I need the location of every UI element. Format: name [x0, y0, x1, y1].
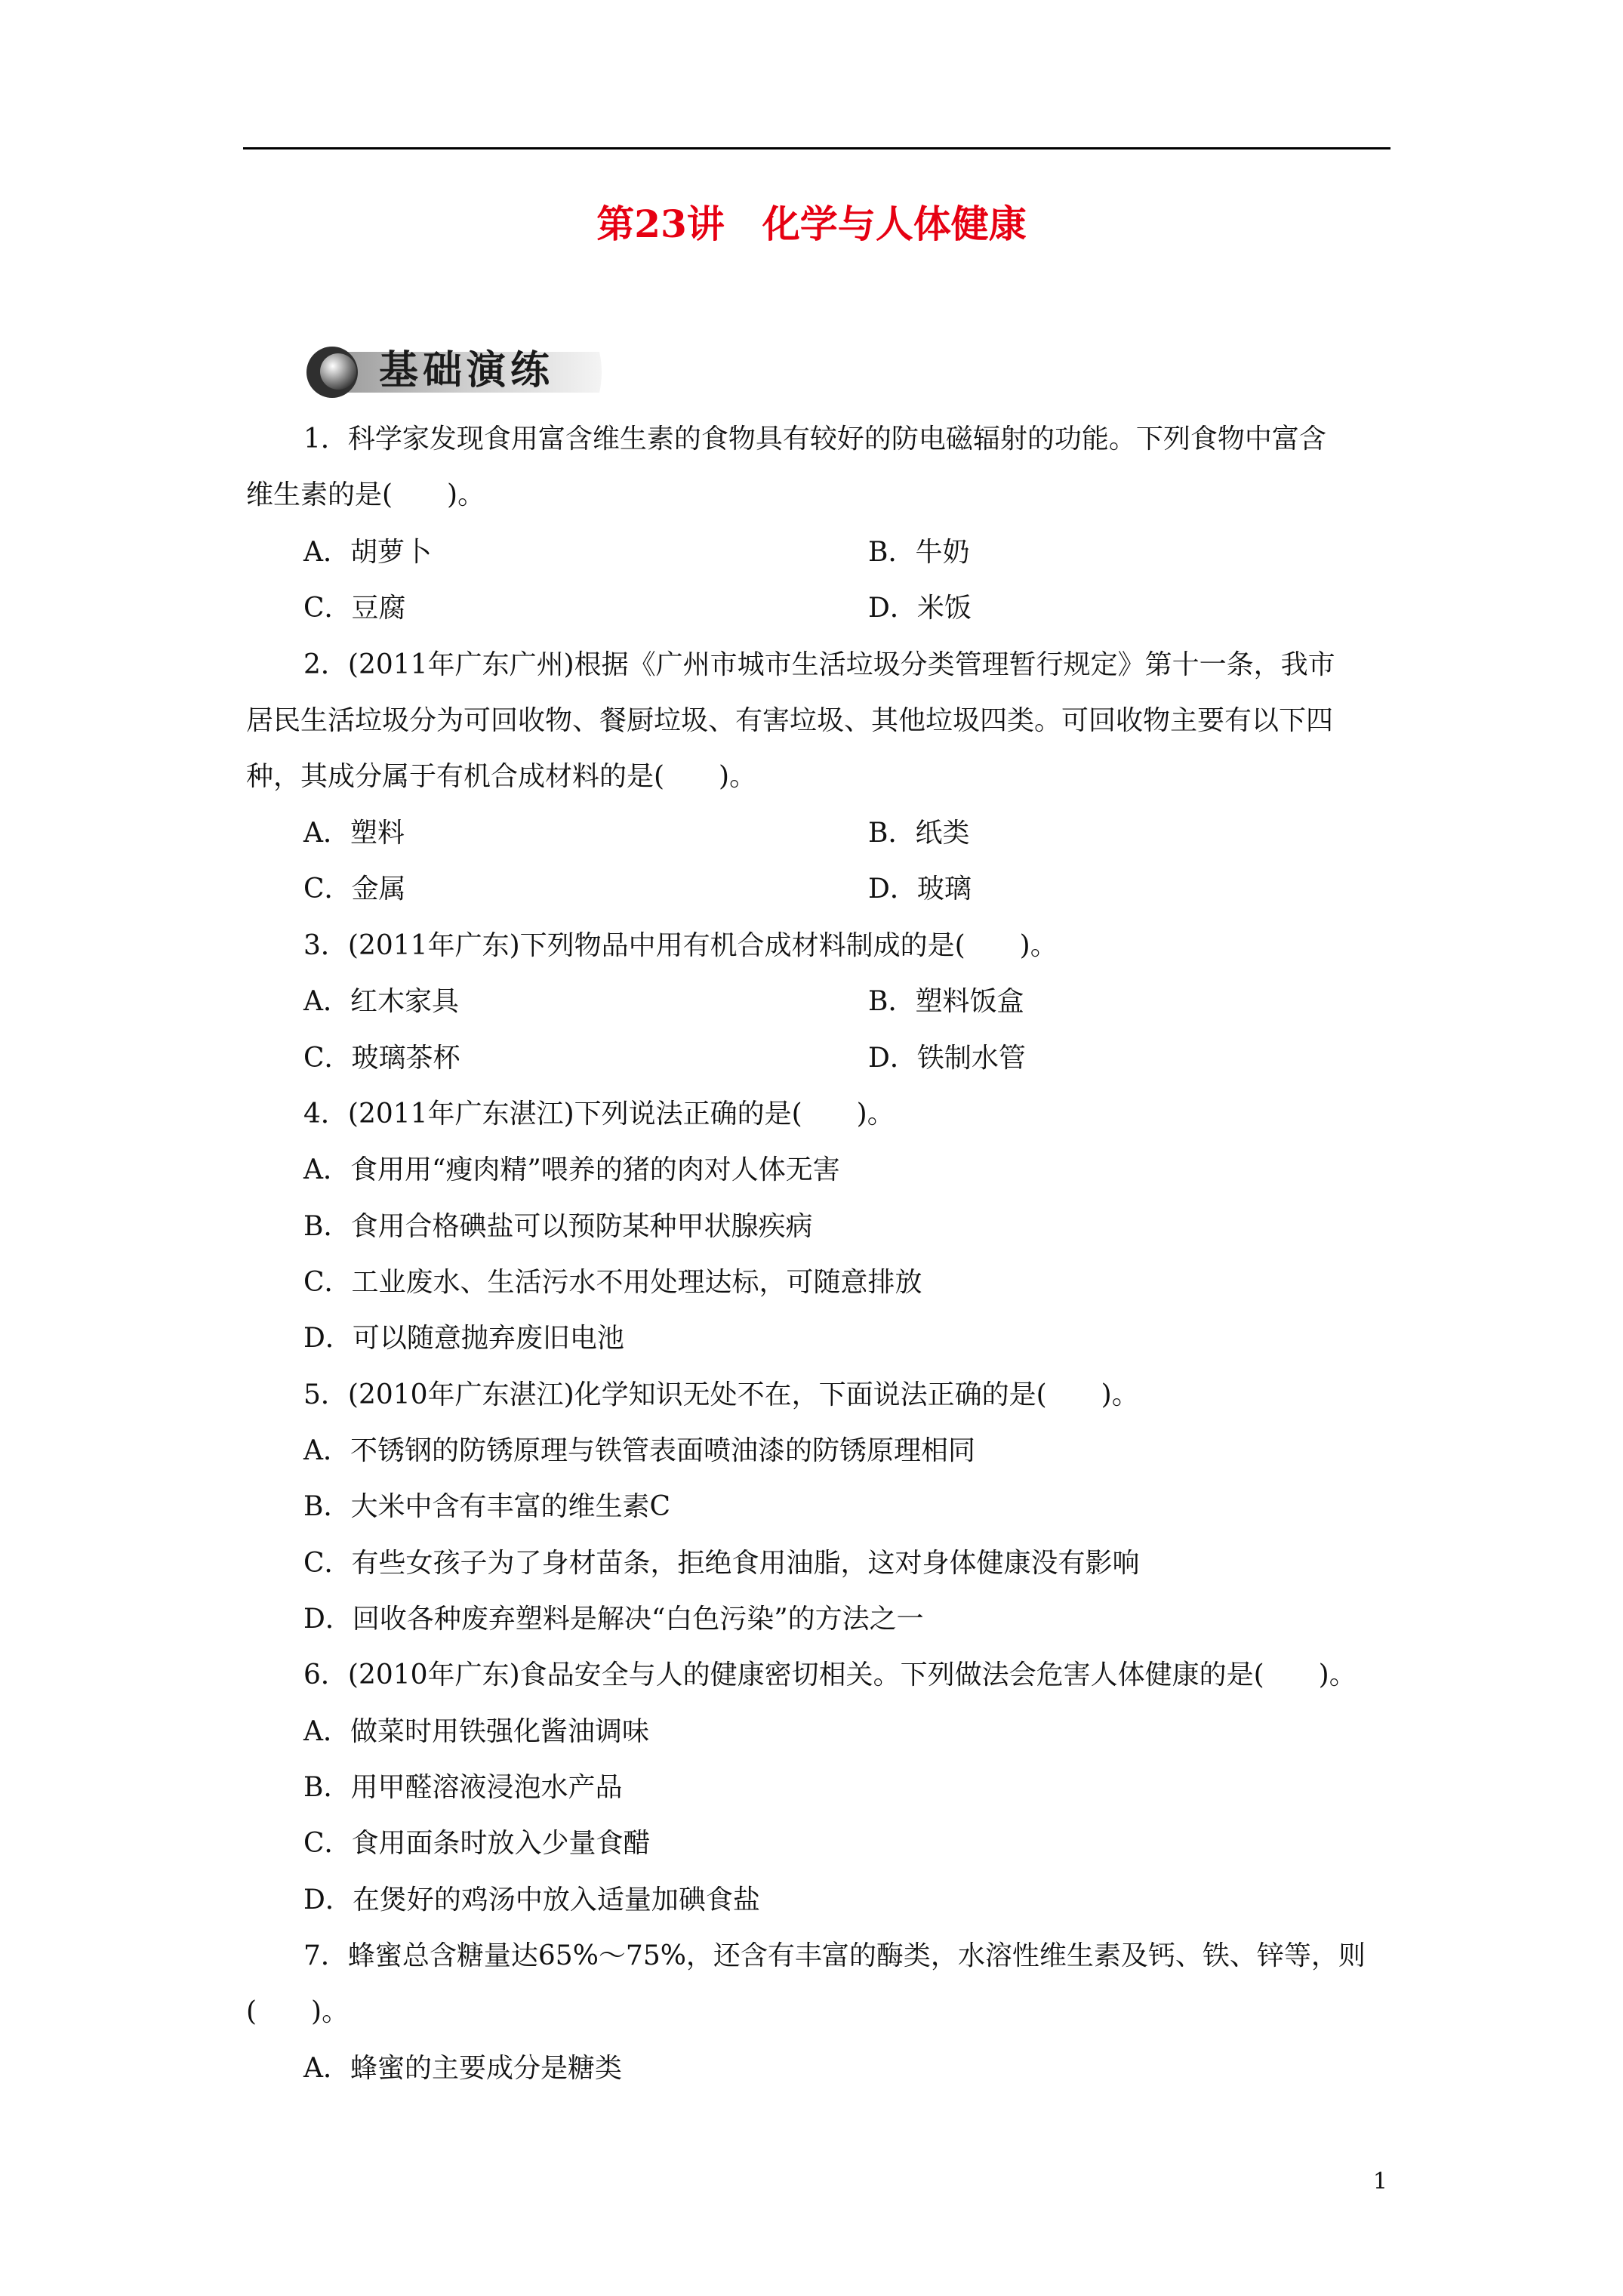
question-2-option-a: A．塑料: [303, 818, 405, 849]
question-3-option-b: B．塑料饭盒: [868, 986, 1024, 1017]
question-2-option-d: D．玻璃: [868, 874, 972, 905]
question-3-stem-line-1: 3．(2011年广东)下列物品中用有机合成材料制成的是( )。: [303, 930, 1058, 961]
question-1-option-b: B．牛奶: [868, 537, 970, 568]
question-1-stem-line-1: 1．科学家发现食用富含维生素的食物具有较好的防电磁辐射的功能。下列食物中富含: [303, 424, 1326, 455]
question-7-stem-line-1: 7．蜂蜜总含糖量达65%～75%，还含有丰富的酶类，水溶性维生素及钙、铁、锌等，则: [303, 1940, 1366, 1971]
question-5-option-d: D．回收各种废弃塑料是解决“白色污染”的方法之一: [303, 1604, 924, 1635]
question-6-option-c: C．食用面条时放入少量食醋: [303, 1828, 651, 1859]
question-2-stem-line-2: 居民生活垃圾分为可回收物、餐厨垃圾、有害垃圾、其他垃圾四类。可回收物主要有以下四: [246, 705, 1334, 736]
question-5-option-b: B．大米中含有丰富的维生素C: [303, 1491, 671, 1522]
question-6-option-a: A．做菜时用铁强化酱油调味: [303, 1716, 649, 1747]
question-2-option-c: C．金属: [303, 874, 406, 905]
question-1-option-d: D．米饭: [868, 593, 972, 624]
question-3-option-d: D．铁制水管: [868, 1043, 1026, 1074]
page-number: 1: [1372, 2168, 1387, 2195]
question-2-option-b: B．纸类: [868, 818, 970, 849]
question-2-stem-line-1: 2．(2011年广东广州)根据《广州市城市生活垃圾分类管理暂行规定》第十一条，我市: [303, 649, 1335, 680]
question-7-option-a: A．蜂蜜的主要成分是糖类: [303, 2053, 622, 2084]
section-banner: [303, 341, 605, 403]
question-4-stem-line-1: 4．(2011年广东湛江)下列说法正确的是( )。: [303, 1099, 895, 1130]
question-5-option-c: C．有些女孩子为了身材苗条，拒绝食用油脂，这对身体健康没有影响: [303, 1548, 1140, 1579]
question-6-option-d: D．在煲好的鸡汤中放入适量加碘食盐: [303, 1885, 760, 1915]
section-label: 基础演练: [379, 348, 555, 393]
question-5-option-a: A．不锈钢的防锈原理与铁管表面喷油漆的防锈原理相同: [303, 1435, 975, 1466]
question-2-stem-line-3: 种，其成分属于有机合成材料的是( )。: [246, 761, 757, 792]
question-4-option-b: B．食用合格碘盐可以预防某种甲状腺疾病: [303, 1211, 813, 1242]
question-6-option-b: B．用甲醛溶液浸泡水产品: [303, 1772, 623, 1803]
question-6-stem-line-1: 6．(2010年广东)食品安全与人的健康密切相关。下列做法会危害人体健康的是( )。: [303, 1660, 1357, 1690]
header-rule: [243, 147, 1390, 149]
question-4-option-c: C．工业废水、生活污水不用处理达标，可随意排放: [303, 1267, 922, 1298]
question-3-option-c: C．玻璃茶杯: [303, 1043, 460, 1074]
question-1-stem-line-2: 维生素的是( )。: [246, 479, 485, 510]
question-7-stem-line-2: ( )。: [246, 1996, 350, 2027]
question-4-option-a: A．食用用“瘦肉精”喂养的猪的肉对人体无害: [303, 1154, 840, 1185]
page-title: 第23讲 化学与人体健康: [596, 202, 1027, 246]
question-3-option-a: A．红木家具: [303, 986, 459, 1017]
question-4-option-d: D．可以随意抛弃废旧电池: [303, 1323, 624, 1354]
question-1-option-c: C．豆腐: [303, 593, 406, 624]
question-1-option-a: A．胡萝卜: [303, 537, 432, 568]
question-5-stem-line-1: 5．(2010年广东湛江)化学知识无处不在，下面说法正确的是( )。: [303, 1379, 1139, 1410]
